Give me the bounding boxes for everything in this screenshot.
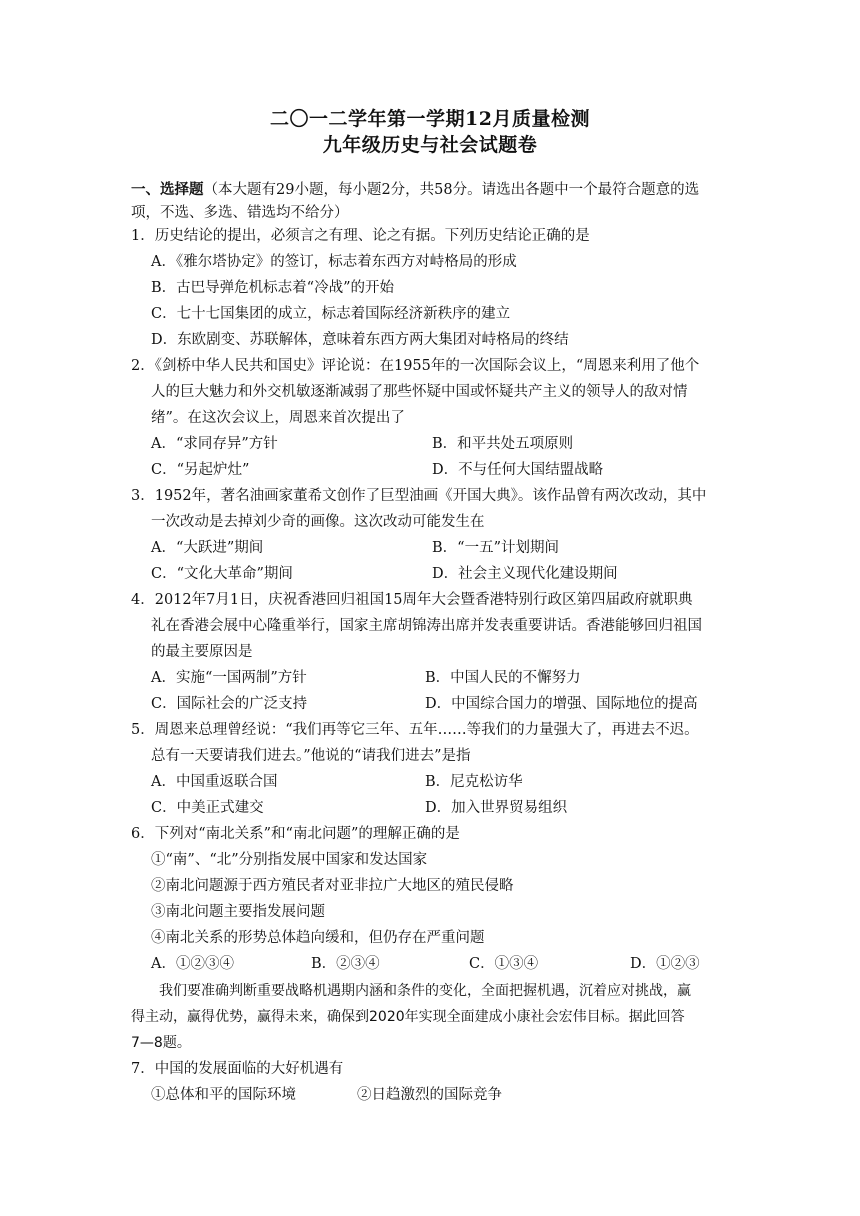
- q4-stem-line2: 礼在香港会展中心隆重举行，国家主席胡锦涛出席并发表重要讲话。香港能够回归祖国: [151, 618, 702, 634]
- q6-statement-1: ①“南”、“北”分别指发展中国家和发达国家: [151, 852, 428, 868]
- exam-title: 二〇一二学年第一学期12月质量检测: [270, 108, 590, 130]
- passage-line1: 我们要准确判断重要战略机遇期内涵和条件的变化，全面把握机遇，沉着应对挑战，赢: [159, 983, 691, 999]
- q4-option-d: D．中国综合国力的增强、国际地位的提高: [425, 696, 698, 712]
- q2-stem-line2: 人的巨大魅力和外交机敏逐渐减弱了那些怀疑中国或怀疑共产主义的领导人的敌对情: [151, 384, 688, 400]
- q5-option-b: B．尼克松访华: [425, 774, 523, 790]
- q6-stem: 6．下列对“南北关系”和“南北问题”的理解正确的是: [131, 826, 460, 842]
- q3-option-b: B．“一五”计划期间: [432, 540, 559, 556]
- q5-option-c: C．中美正式建交: [151, 800, 264, 816]
- q1-option-d: D．东欧剧变、苏联解体，意味着东西方两大集团对峙格局的终结: [151, 332, 569, 348]
- q2-stem-line3: 绪”。在这次会议上，周恩来首次提出了: [151, 410, 405, 426]
- passage-line3: 7—8题。: [131, 1035, 191, 1051]
- q3-stem-line2: 一次改动是去掉刘少奇的画像。这次改动可能发生在: [151, 514, 485, 530]
- section-intro-line2: 项，不选、多选、错选均不给分）: [131, 205, 349, 221]
- q6-statement-3: ③南北问题主要指发展问题: [151, 904, 325, 920]
- q4-stem-line3: 的最主要原因是: [151, 644, 253, 660]
- q7-statement-1: ①总体和平的国际环境: [151, 1087, 296, 1103]
- q5-stem-line1: 5．周恩来总理曾经说：“我们再等它三年、五年……等我们的力量强大了，再进去不迟。: [131, 722, 699, 738]
- exam-subtitle: 九年级历史与社会试题卷: [322, 134, 538, 156]
- q4-option-a: A．实施“一国两制”方针: [151, 670, 307, 686]
- q5-option-d: D．加入世界贸易组织: [425, 800, 568, 816]
- q4-stem-line1: 4．2012年7月1日，庆祝香港回归祖国15周年大会暨香港特别行政区第四届政府就职典: [131, 592, 693, 608]
- q7-statement-2: ②日趋激烈的国际竞争: [357, 1087, 502, 1103]
- q5-stem-line2: 总有一天要请我们进去。”他说的“请我们进去”是指: [151, 748, 471, 764]
- section-intro-line1: [131, 179, 731, 201]
- q2-option-d: D．不与任何大国结盟战略: [432, 462, 604, 478]
- q3-option-a: A．“大跃进”期间: [151, 540, 264, 556]
- q6-option-a: A．①②③④: [151, 956, 234, 972]
- q1-option-c: C．七十七国集团的成立，标志着国际经济新秩序的建立: [151, 306, 511, 322]
- q1-stem: 1．历史结论的提出，必须言之有理、论之有据。下列历史结论正确的是: [131, 228, 590, 244]
- q3-stem-line1: 3．1952年，著名油画家董希文创作了巨型油画《开国大典》。该作品曾有两次改动，其中: [131, 488, 707, 504]
- q2-option-c: C．“另起炉灶”: [151, 462, 250, 478]
- q2-stem-line1: 2．《剑桥中华人民共和国史》评论说：在1955年的一次国际会议上，“周恩来利用了他个: [131, 358, 700, 374]
- q2-option-b: B．和平共处五项原则: [432, 436, 574, 452]
- q4-option-c: C．国际社会的广泛支持: [151, 696, 308, 712]
- q6-option-d: D．①②③: [630, 956, 700, 972]
- q5-option-a: A．中国重返联合国: [151, 774, 278, 790]
- q6-statement-4: ④南北关系的形势总体趋向缓和，但仍存在严重问题: [151, 930, 485, 946]
- q2-option-a: A．“求同存异”方针: [151, 436, 278, 452]
- q6-option-b: B．②③④: [311, 956, 380, 972]
- q6-statement-2: ②南北问题源于西方殖民者对亚非拉广大地区的殖民侵略: [151, 878, 514, 894]
- q4-option-b: B．中国人民的不懈努力: [425, 670, 581, 686]
- passage-line2: 得主动，赢得优势，赢得未来，确保到2020年实现全面建成小康社会宏伟目标。据此回答: [131, 1009, 685, 1025]
- q3-option-d: D．社会主义现代化建设期间: [432, 566, 618, 582]
- q3-option-c: C．“文化大革命”期间: [151, 566, 293, 582]
- q7-stem: 7．中国的发展面临的大好机遇有: [131, 1061, 344, 1077]
- q1-option-b: B．古巴导弹危机标志着“冷战”的开始: [151, 280, 394, 296]
- section-heading: 一、选择题: [131, 181, 204, 198]
- section-intro-text: （本大题有29小题，每小题2分，共58分。请选出各题中一个最符合题意的选: [203, 182, 700, 198]
- q1-option-a: A．《雅尔塔协定》的签订，标志着东西方对峙格局的形成: [151, 254, 517, 270]
- q6-option-c: C．①③④: [469, 956, 539, 972]
